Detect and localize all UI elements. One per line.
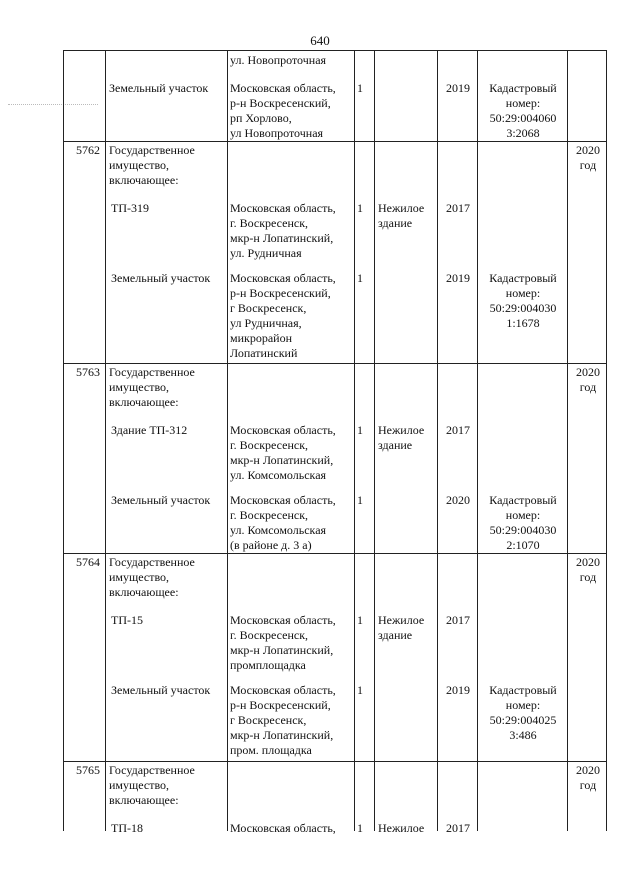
item-address-line: Московская область, [230,683,336,697]
entry-year-line: год [579,380,597,394]
entry-header-line: включающее: [109,395,179,409]
item-type-line: Нежилое [378,423,425,437]
item-year: 2017 [446,423,470,437]
entry-header-line: Государственное [109,365,195,379]
row-divider [63,553,607,554]
column-divider [477,51,478,831]
column-divider [437,51,438,831]
entry-header-line: включающее: [109,173,179,187]
item-name: ТП-15 [111,613,143,627]
entry-year-line: 2020 [576,555,600,569]
row-divider [63,761,607,762]
item-address-line: ул Новопроточная [230,126,324,140]
item-quantity: 1 [357,613,363,627]
item-address-line: Московская область, [230,81,336,95]
item-quantity: 1 [357,81,363,95]
entry-header-line: Государственное [109,763,195,777]
item-address-line: г. Воскресенск, [230,438,309,452]
item-quantity: 1 [357,493,363,507]
item-quantity: 1 [357,271,363,285]
item-quantity: 1 [357,821,363,835]
entry-header-line: имущество, [109,778,170,792]
entry-header-line: Государственное [109,143,195,157]
entry-number: 5764 [76,555,100,569]
item-type-line: Нежилое [378,613,425,627]
property-table [63,50,607,835]
item-address-line: г. Воскресенск, [230,216,309,230]
item-note-line: номер: [505,508,541,522]
item-name: ТП-319 [111,201,149,215]
entry-year-line: год [579,158,597,172]
item-address-line: Лопатинский [230,346,298,360]
item-note-line: номер: [505,96,541,110]
item-year: 2019 [446,271,470,285]
item-name: Земельный участок [111,271,211,285]
item-address-line: р-н Воскресенский, [230,698,331,712]
column-divider [374,51,375,831]
item-address-line: г Воскресенск, [230,713,307,727]
column-divider [606,51,607,831]
item-note-line: 50:29:004030 [489,523,557,537]
item-note-line: 2:1070 [506,538,540,552]
item-year: 2017 [446,821,470,835]
item-quantity: 1 [357,201,363,215]
item-name: Здание ТП-312 [111,423,188,437]
item-year: 2020 [446,493,470,507]
item-address-line: мкр-н Лопатинский, [230,643,334,657]
item-year: 2017 [446,613,470,627]
entry-year-line: 2020 [576,763,600,777]
item-type-line: Нежилое [378,821,425,835]
item-name: ТП-18 [111,821,143,835]
item-address-line: г. Воскресенск, [230,508,309,522]
item-address-line: Московская область, [230,613,336,627]
continued-address-line: ул. Новопроточная [230,53,327,67]
column-divider [567,51,568,831]
item-address-line: г. Воскресенск, [230,628,309,642]
entry-header-line: включающее: [109,793,179,807]
item-address-line: мкр-н Лопатинский, [230,231,334,245]
item-year: 2019 [446,683,470,697]
item-address-line: (в районе д. 3 а) [230,538,312,552]
item-address-line: мкр-н Лопатинский, [230,453,334,467]
item-note-line: 50:29:004025 [489,713,557,727]
item-address-line: Московская область, [230,493,336,507]
item-quantity: 1 [357,683,363,697]
item-name: Земельный участок [109,81,209,95]
item-address-line: ул Рудничная, [230,316,302,330]
item-note-line: Кадастровый [489,81,557,95]
item-address-line: рп Хорлово, [230,111,292,125]
entry-header-line: имущество, [109,158,170,172]
item-address-line: р-н Воскресенский, [230,286,331,300]
item-address-line: мкр-н Лопатинский, [230,728,334,742]
item-address-line: р-н Воскресенский, [230,96,331,110]
entry-header-line: имущество, [109,570,170,584]
item-address-line: микрорайон [230,331,293,345]
entry-year-line: год [579,778,597,792]
item-address-line: пром. площадка [230,743,312,757]
item-note-line: 50:29:004060 [489,111,557,125]
item-address-line: ул. Комсомольская [230,523,327,537]
entry-number: 5763 [76,365,100,379]
entry-year-line: 2020 [576,365,600,379]
entry-header-line: Государственное [109,555,195,569]
row-divider [63,141,607,142]
item-note-line: 3:2068 [506,126,540,140]
item-address-line: Московская область, [230,201,336,215]
entry-year-line: 2020 [576,143,600,157]
entry-header-line: включающее: [109,585,179,599]
item-name: Земельный участок [111,683,211,697]
item-note-line: Кадастровый [489,493,557,507]
column-divider [227,51,228,831]
row-divider [63,363,607,364]
item-name: Земельный участок [111,493,211,507]
entry-number: 5762 [76,143,100,157]
item-address-line: г Воскресенск, [230,301,307,315]
item-type-line: здание [378,628,413,642]
item-address-line: промплощадка [230,658,306,672]
item-type-line: здание [378,438,413,452]
item-year: 2019 [446,81,470,95]
item-quantity: 1 [357,423,363,437]
item-note-line: Кадастровый [489,271,557,285]
entry-year-line: год [579,570,597,584]
item-address-line: Московская область, [230,821,336,835]
entry-header-line: имущество, [109,380,170,394]
item-year: 2017 [446,201,470,215]
item-note-line: номер: [505,286,541,300]
item-address-line: Московская область, [230,271,336,285]
item-address-line: ул. Рудничная [230,246,302,260]
item-note-line: Кадастровый [489,683,557,697]
item-note-line: номер: [505,698,541,712]
item-type-line: Нежилое [378,201,425,215]
column-divider [354,51,355,831]
item-note-line: 50:29:004030 [489,301,557,315]
entry-number: 5765 [76,763,100,777]
item-type-line: здание [378,216,413,230]
column-divider [105,51,106,831]
page-number: 640 [310,33,330,48]
item-address-line: ул. Комсомольская [230,468,327,482]
item-address-line: Московская область, [230,423,336,437]
item-note-line: 3:486 [509,728,537,742]
item-note-line: 1:1678 [506,316,540,330]
column-divider [63,51,64,831]
